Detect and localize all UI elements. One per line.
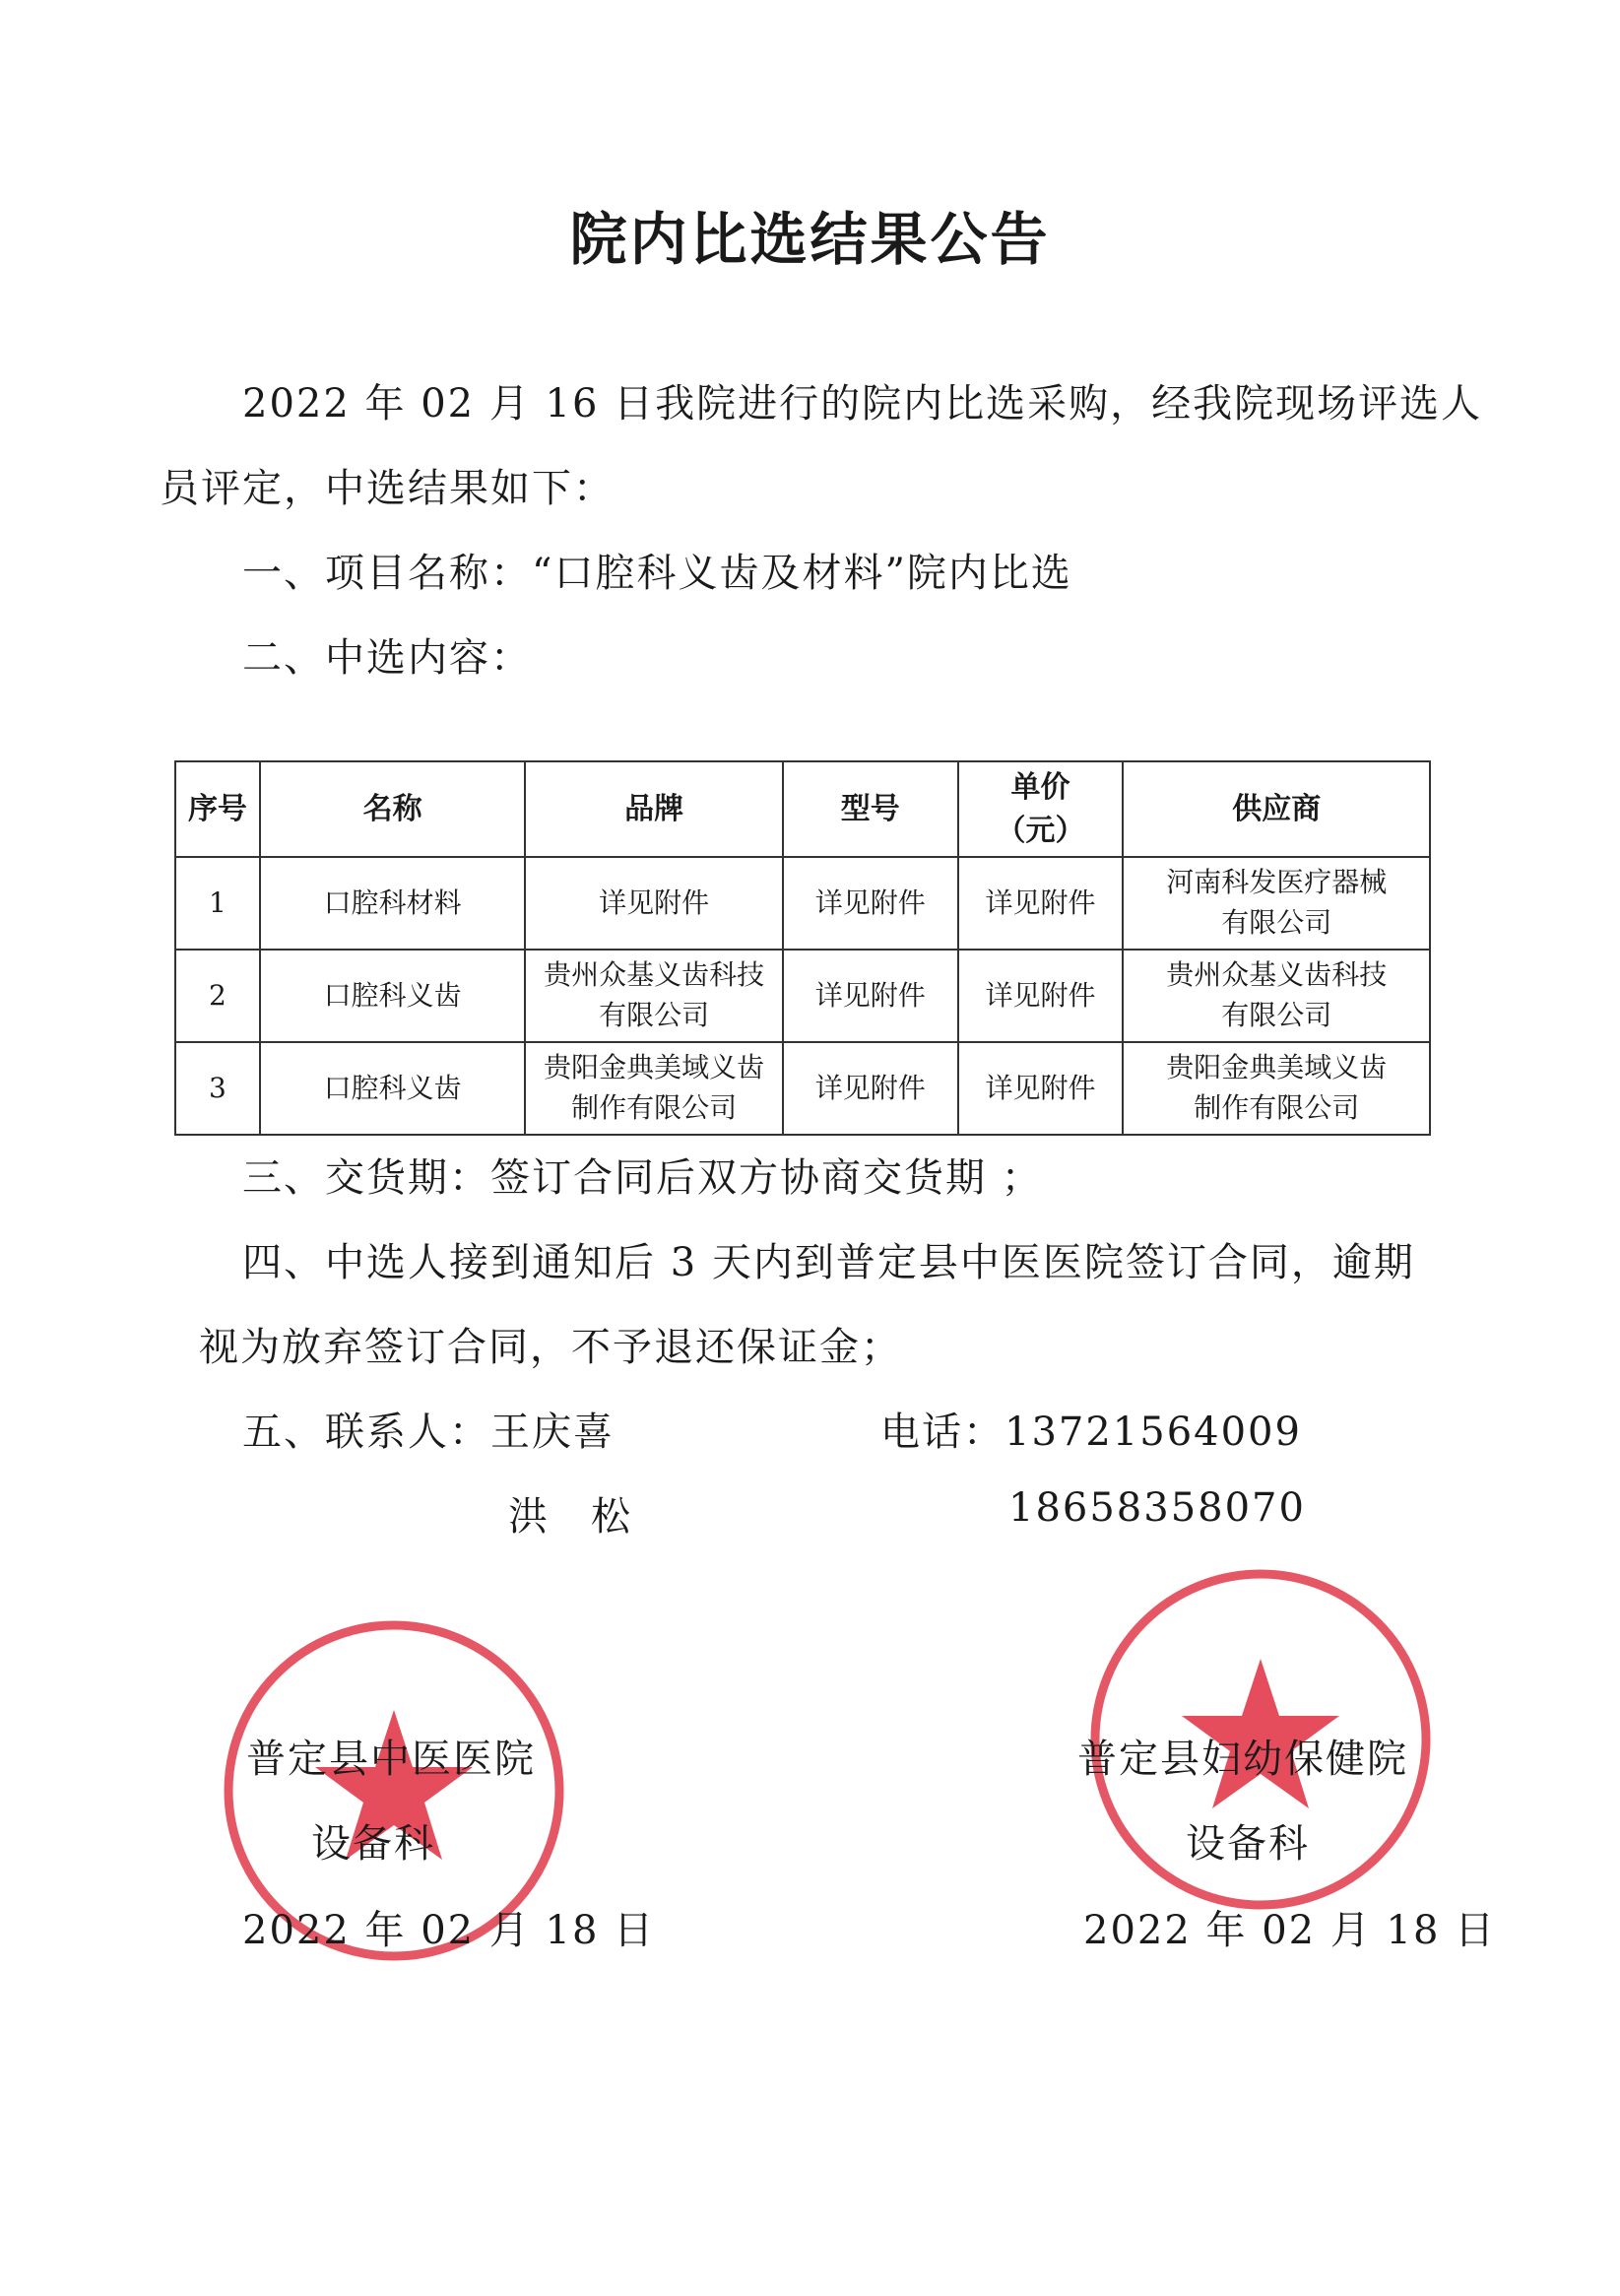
page-title: 院内比选结果公告 [569, 206, 1051, 273]
table-row [175, 1042, 1430, 1135]
cell-name: 口腔科材料 [260, 857, 525, 950]
header-price [958, 761, 1124, 857]
cell-model: 详见附件 [783, 950, 958, 1042]
item-contract-line-2: 视为放弃签订合同，不予退还保证金； [199, 1325, 902, 1370]
header-name: 名称 [260, 761, 525, 857]
cell-brand: 贵阳金典美域义齿制作有限公司 [525, 1042, 783, 1135]
intro-line-2: 员评定，中选结果如下： [160, 466, 615, 511]
cell-model: 详见附件 [783, 857, 958, 950]
contact-person: 五、联系人：王庆喜 [242, 1410, 615, 1455]
cell-name: 口腔科义齿 [260, 1042, 525, 1135]
right-signature-dept: 设备科 [1186, 1821, 1310, 1867]
header-price-unit: （元） [996, 813, 1085, 848]
contact-phone: 电话：13721564009 [880, 1410, 1302, 1455]
table-row [175, 857, 1430, 950]
item-contract-line-1: 四、中选人接到通知后 3 天内到普定县中医医院签订合同，逾期 [242, 1240, 1415, 1285]
header-brand: 品牌 [525, 761, 783, 857]
left-signature-dept: 设备科 [311, 1821, 435, 1867]
table-row [175, 950, 1430, 1042]
cell-price: 详见附件 [958, 857, 1124, 950]
cell-price: 详见附件 [958, 950, 1124, 1042]
item-selected-content: 二、中选内容： [242, 635, 532, 681]
table-header-row [175, 761, 1430, 857]
intro-line-1: 2022 年 02 月 16 日我院进行的院内比选采购，经我院现场评选人 [242, 381, 1483, 426]
cell-name: 口腔科义齿 [260, 950, 525, 1042]
cell-supplier: 河南科发医疗器械有限公司 [1123, 857, 1430, 950]
contact-second-phone: 18658358070 [1008, 1485, 1306, 1531]
contact-second-name: 洪 松 [508, 1494, 632, 1540]
left-signature-org: 普定县中医医院 [246, 1737, 536, 1782]
cell-supplier: 贵州众基义齿科技有限公司 [1123, 950, 1430, 1042]
cell-price: 详见附件 [958, 1042, 1124, 1135]
cell-brand: 详见附件 [525, 857, 783, 950]
left-signature-date: 2022 年 02 月 18 日 [242, 1908, 656, 1953]
header-supplier: 供应商 [1123, 761, 1430, 857]
results-table [174, 760, 1431, 1136]
cell-no: 2 [175, 950, 260, 1042]
right-signature-org: 普定县妇幼保健院 [1077, 1737, 1408, 1782]
header-no: 序号 [175, 761, 260, 857]
item-delivery: 三、交货期：签订合同后双方协商交货期 ； [242, 1155, 1043, 1201]
cell-supplier: 贵阳金典美域义齿制作有限公司 [1123, 1042, 1430, 1135]
item-project-name: 一、项目名称：“口腔科义齿及材料”院内比选 [242, 551, 1072, 596]
header-price-label: 单价 [1010, 770, 1070, 805]
header-model: 型号 [783, 761, 958, 857]
cell-no: 1 [175, 857, 260, 950]
cell-brand: 贵州众基义齿科技有限公司 [525, 950, 783, 1042]
cell-model: 详见附件 [783, 1042, 958, 1135]
right-signature-date: 2022 年 02 月 18 日 [1083, 1908, 1497, 1953]
cell-no: 3 [175, 1042, 260, 1135]
